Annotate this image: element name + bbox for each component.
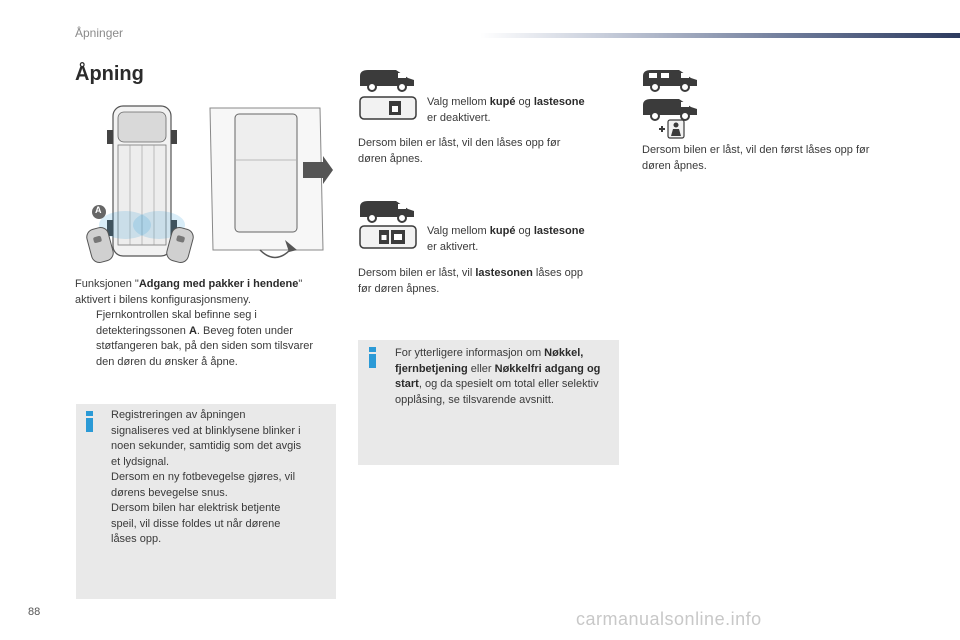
block2-lastesone: lastesone bbox=[533, 225, 585, 237]
info-icon bbox=[369, 347, 376, 368]
block2-pre: Valg mellom bbox=[427, 225, 490, 237]
note-middle-bold2: Nøkkelfri adgang og start bbox=[395, 362, 601, 390]
note-middle-pre: For ytterligere informasjon om bbox=[395, 347, 545, 359]
block2-desc-pre: Dersom bilen er låst, vil bbox=[358, 267, 476, 279]
note-line: noen sekunder, samtidig som det avgis bbox=[111, 440, 302, 452]
note-line: Registreringen av åpningen bbox=[111, 409, 246, 421]
right-desc-line: Dersom bilen er låst, vil den først låses opp før bbox=[642, 144, 870, 156]
zone-label: A bbox=[95, 205, 102, 215]
note-line: låses opp. bbox=[111, 533, 162, 545]
note-line: et lydsignal. bbox=[111, 455, 170, 468]
van-pictogram-icon bbox=[358, 66, 416, 92]
watermark: carmanualsonline.info bbox=[576, 609, 762, 629]
intro-prefix: Funksjonen " bbox=[75, 278, 139, 290]
van-illustration bbox=[85, 100, 335, 270]
sliding-door-icon bbox=[210, 108, 333, 258]
info-icon bbox=[86, 411, 93, 432]
block2-desc-bold: lastesonen bbox=[475, 267, 533, 279]
block2-desc bbox=[358, 266, 620, 297]
bullet-prefix: Fjernkontrollen skal befinne seg i detekteringssonen bbox=[96, 309, 257, 337]
block2-desc-post: låses opp bbox=[532, 267, 583, 279]
section-title: Åpninger bbox=[75, 26, 124, 40]
bullet-suffix: . Beveg foten under støtfangeren bak, på den siden som tilsvarer den døren du ønsker å åpne. bbox=[96, 324, 314, 368]
intro-suffix: " bbox=[298, 278, 303, 290]
note-line: dørens bevegelse snus. bbox=[111, 486, 228, 499]
block1-desc-line: Dersom bilen er låst, vil den låses opp før bbox=[358, 137, 561, 149]
bullet-bold: A bbox=[188, 324, 197, 337]
cargo-lock-button-icon bbox=[359, 225, 417, 249]
plus-person-icon bbox=[657, 118, 687, 140]
header-bar bbox=[480, 33, 960, 38]
block2-title bbox=[427, 224, 617, 255]
block1-og: og bbox=[515, 96, 534, 108]
note-left-text bbox=[111, 408, 331, 548]
intro-line2: aktivert i bilens konfigurasjonsmeny. bbox=[75, 293, 251, 306]
lock-button-icon bbox=[359, 96, 417, 120]
right-desc-line: døren åpnes. bbox=[642, 159, 707, 172]
note-middle-text bbox=[395, 346, 613, 408]
intro-text bbox=[75, 277, 335, 308]
right-desc bbox=[642, 143, 922, 174]
page-number: 88 bbox=[28, 606, 41, 618]
page-heading: Åpning bbox=[75, 63, 144, 85]
intro-bold: Adgang med pakker i hendene bbox=[138, 278, 299, 290]
block1-pre: Valg mellom bbox=[427, 96, 490, 108]
bullet-item bbox=[96, 308, 318, 370]
block1-line2: er deaktivert. bbox=[427, 111, 491, 124]
note-middle-bold1: Nøkkel, fjernbetjening bbox=[395, 347, 584, 375]
block1-title bbox=[427, 95, 617, 126]
note-line: Dersom en ny fotbevegelse gjøres, vil bbox=[111, 471, 296, 483]
block1-kupe: kupé bbox=[489, 96, 516, 108]
note-line: speil, vil disse foldes ut når dørene bbox=[111, 517, 281, 530]
note-line: signaliseres ved at blinklysene blinker i bbox=[111, 424, 301, 437]
block1-lastesone: lastesone bbox=[533, 96, 585, 108]
block2-line2: er aktivert. bbox=[427, 240, 479, 253]
block2-desc-line: før døren åpnes. bbox=[358, 282, 440, 295]
block1-desc-line: døren åpnes. bbox=[358, 152, 423, 165]
note-middle-mid: eller bbox=[467, 362, 495, 375]
block1-desc bbox=[358, 136, 618, 167]
block2-kupe: kupé bbox=[489, 225, 516, 237]
note-line: Dersom bilen har elektrisk betjente bbox=[111, 502, 281, 514]
van-pictogram-icon bbox=[641, 66, 699, 92]
block2-og: og bbox=[515, 225, 534, 237]
note-middle-post: , og da spesielt om total eller selektiv opplåsing, se tilsvarende avsnitt. bbox=[395, 378, 599, 406]
van-pictogram-icon bbox=[358, 197, 416, 223]
